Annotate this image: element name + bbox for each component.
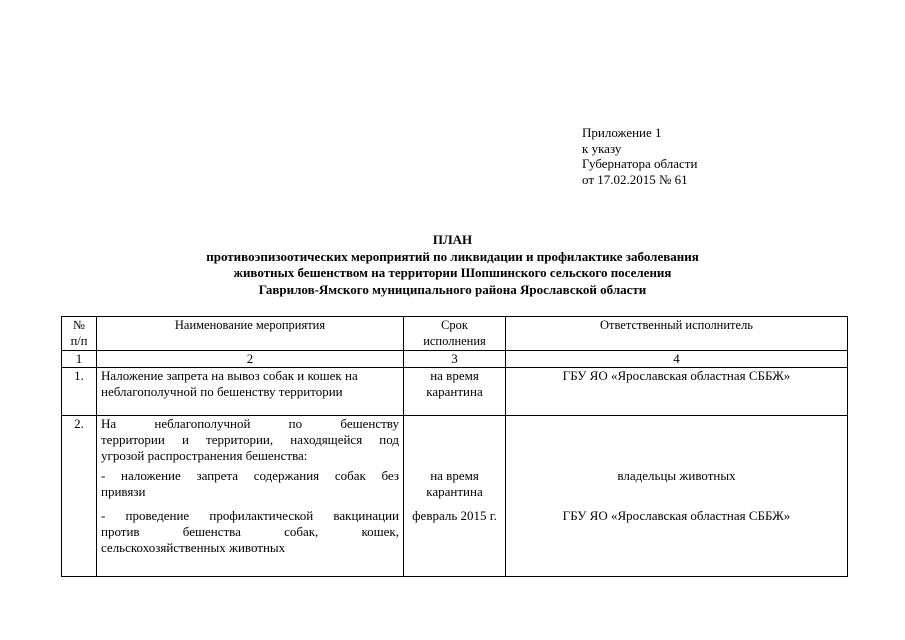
table-row <box>62 416 848 577</box>
title-line-3: Гаврилов-Ямского муниципального района Ярославской области <box>258 281 647 297</box>
row-measure-sub2-line-1: - проведение профилактической вакцинации <box>101 508 399 523</box>
column-number-3: 3 <box>404 351 506 368</box>
row-measure-sub1-line-2: привязи <box>101 484 146 499</box>
row-measure-line-2: неблагополучной по бешенству территории <box>101 384 343 399</box>
table-header-row <box>62 317 848 351</box>
header-number-line-1: № <box>73 318 85 332</box>
row-measure <box>97 416 404 577</box>
row-term-sub2: февраль 2015 г. <box>412 508 497 523</box>
row-term <box>404 416 506 577</box>
row-measure-line-1: Наложение запрета на вывоз собак и кошек на <box>101 368 358 383</box>
column-number-4: 4 <box>506 351 848 368</box>
row-measure-intro-line-3: угрозой распространения бешенства: <box>101 448 308 463</box>
document-title <box>0 232 905 298</box>
header-term <box>404 317 506 351</box>
row-measure <box>97 368 404 416</box>
annex-block <box>582 125 697 187</box>
column-number-2: 2 <box>97 351 404 368</box>
row-measure-sub2-line-3: сельскохозяйственных животных <box>101 540 286 555</box>
plan-table <box>61 316 848 577</box>
header-term-line-1: Срок <box>441 318 468 332</box>
row-measure-intro-line-1: На неблагополучной по бешенству <box>101 416 399 431</box>
column-number-1: 1 <box>62 351 97 368</box>
row-term-sub1-line-1: на время <box>430 468 479 483</box>
row-responsible: ГБУ ЯО «Ярославская областная СББЖ» <box>506 368 848 416</box>
annex-line-2: к указу <box>582 140 622 156</box>
row-responsible-sub1: владельцы животных <box>617 468 736 483</box>
table-row <box>62 368 848 416</box>
header-responsible: Ответственный исполнитель <box>506 317 848 351</box>
row-responsible <box>506 416 848 577</box>
header-number <box>62 317 97 351</box>
annex-line-1: Приложение 1 <box>582 125 662 140</box>
row-term-sub1-line-2: карантина <box>426 484 483 499</box>
annex-line-4: от 17.02.2015 № 61 <box>582 171 688 187</box>
header-name: Наименование мероприятия <box>97 317 404 351</box>
row-number: 1. <box>62 368 97 416</box>
column-number-row <box>62 351 848 368</box>
row-term-line-2: карантина <box>426 384 483 399</box>
row-responsible-sub2: ГБУ ЯО «Ярославская областная СББЖ» <box>562 508 791 523</box>
annex-line-3: Губернатора области <box>582 156 698 171</box>
row-measure-sub1-line-1: - наложение запрета содержания собак без <box>101 468 399 483</box>
row-measure-sub2-line-2: против бешенства собак, кошек, <box>101 524 399 539</box>
row-number: 2. <box>62 416 97 577</box>
row-measure-intro-line-2: территории и территории, находящейся под <box>101 432 399 447</box>
header-number-line-2: п/п <box>70 334 88 348</box>
title-heading: ПЛАН <box>432 232 473 247</box>
header-term-line-2: исполнения <box>423 334 486 348</box>
title-line-1: противоэпизоотических мероприятий по ликвидации и профилактике заболевания <box>206 248 699 264</box>
title-line-2: животных бешенством на территории Шопшинского сельского поселения <box>233 265 672 280</box>
row-term <box>404 368 506 416</box>
row-term-line-1: на время <box>430 368 479 383</box>
